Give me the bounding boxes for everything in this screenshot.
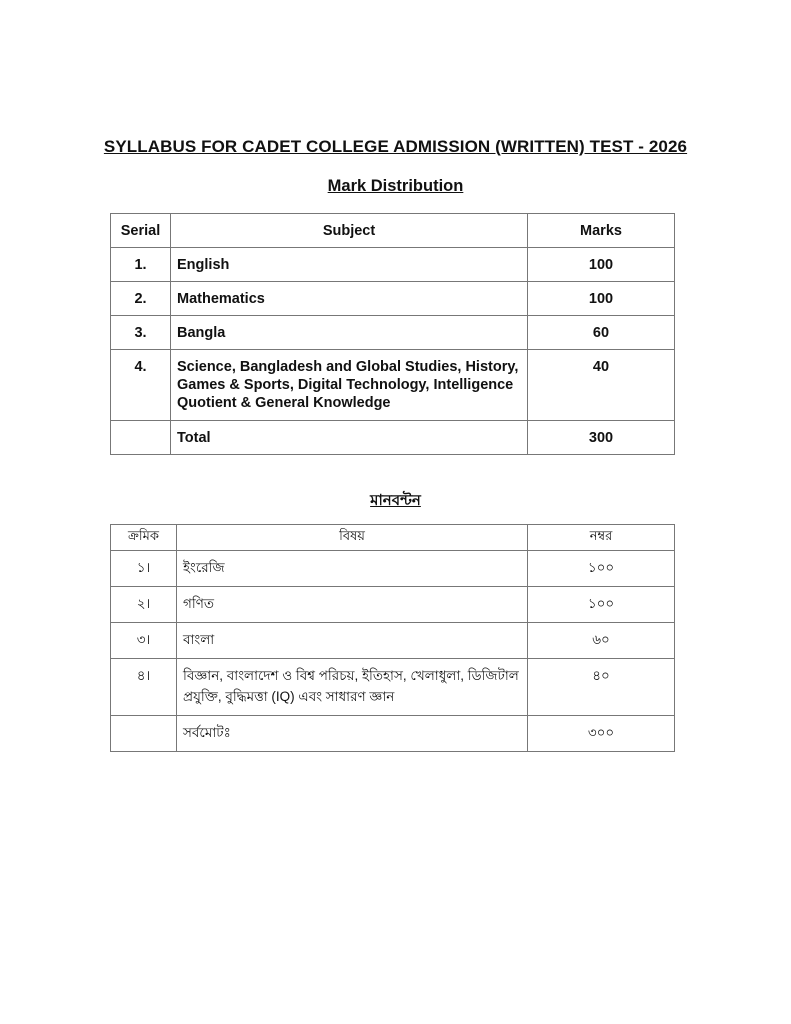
- serial-cell: [111, 716, 177, 752]
- marks-cell: ১০০: [528, 551, 675, 587]
- serial-cell: ৪।: [111, 659, 177, 716]
- subject-cell: English: [171, 248, 528, 282]
- subject-cell: বিজ্ঞান, বাংলাদেশ ও বিশ্ব পরিচয়, ইতিহাস, খেলাধুলা, ডিজিটাল প্রযুক্তি, বুদ্ধিমত্তা (IQ) এবং সাধারণ জ্ঞান: [177, 659, 528, 716]
- marks-cell: ৬০: [528, 623, 675, 659]
- table-row: [111, 551, 675, 587]
- serial-cell: 4.: [111, 350, 171, 421]
- header-subject: বিষয়: [177, 525, 528, 551]
- total-label: Total: [171, 421, 528, 455]
- subject-cell: Science, Bangladesh and Global Studies, History, Games & Sports, Digital Technology, Intelligence Quotient & General Knowledge: [171, 350, 528, 421]
- serial-cell: 3.: [111, 316, 171, 350]
- marks-cell: ৪০: [528, 659, 675, 716]
- table-header-row: [111, 525, 675, 551]
- header-subject: Subject: [171, 214, 528, 248]
- total-marks: ৩০০: [528, 716, 675, 752]
- document-title: SYLLABUS FOR CADET COLLEGE ADMISSION (WRITTEN) TEST - 2026: [103, 137, 688, 156]
- subject-cell: ইংরেজি: [177, 551, 528, 587]
- table-row: [111, 248, 675, 282]
- serial-cell: 1.: [111, 248, 171, 282]
- header-serial: ক্রমিক: [111, 525, 177, 551]
- marks-cell: 40: [528, 350, 675, 421]
- subject-cell: গণিত: [177, 587, 528, 623]
- total-row: [111, 716, 675, 752]
- serial-cell: ১।: [111, 551, 177, 587]
- table-row: [111, 282, 675, 316]
- serial-cell: [111, 421, 171, 455]
- marks-cell: 100: [528, 248, 675, 282]
- subject-cell: Mathematics: [171, 282, 528, 316]
- table-row: [111, 623, 675, 659]
- mark-distribution-table: [110, 213, 675, 455]
- mark-distribution-heading: Mark Distribution: [327, 177, 464, 195]
- subject-cell: Bangla: [171, 316, 528, 350]
- total-row: [111, 421, 675, 455]
- table-row: [111, 587, 675, 623]
- marks-cell: ১০০: [528, 587, 675, 623]
- serial-cell: ৩।: [111, 623, 177, 659]
- table-row: [111, 316, 675, 350]
- serial-cell: 2.: [111, 282, 171, 316]
- table-row: [111, 350, 675, 421]
- header-marks: Marks: [528, 214, 675, 248]
- table-row: [111, 659, 675, 716]
- total-marks: 300: [528, 421, 675, 455]
- header-marks: নম্বর: [528, 525, 675, 551]
- marks-cell: 60: [528, 316, 675, 350]
- bangla-mark-distribution-heading: মানবন্টন: [370, 492, 421, 509]
- table-header-row: [111, 214, 675, 248]
- bangla-mark-distribution-table: [110, 524, 675, 752]
- total-label: সর্বমোটঃ: [177, 716, 528, 752]
- header-serial: Serial: [111, 214, 171, 248]
- subject-cell: বাংলা: [177, 623, 528, 659]
- marks-cell: 100: [528, 282, 675, 316]
- serial-cell: ২।: [111, 587, 177, 623]
